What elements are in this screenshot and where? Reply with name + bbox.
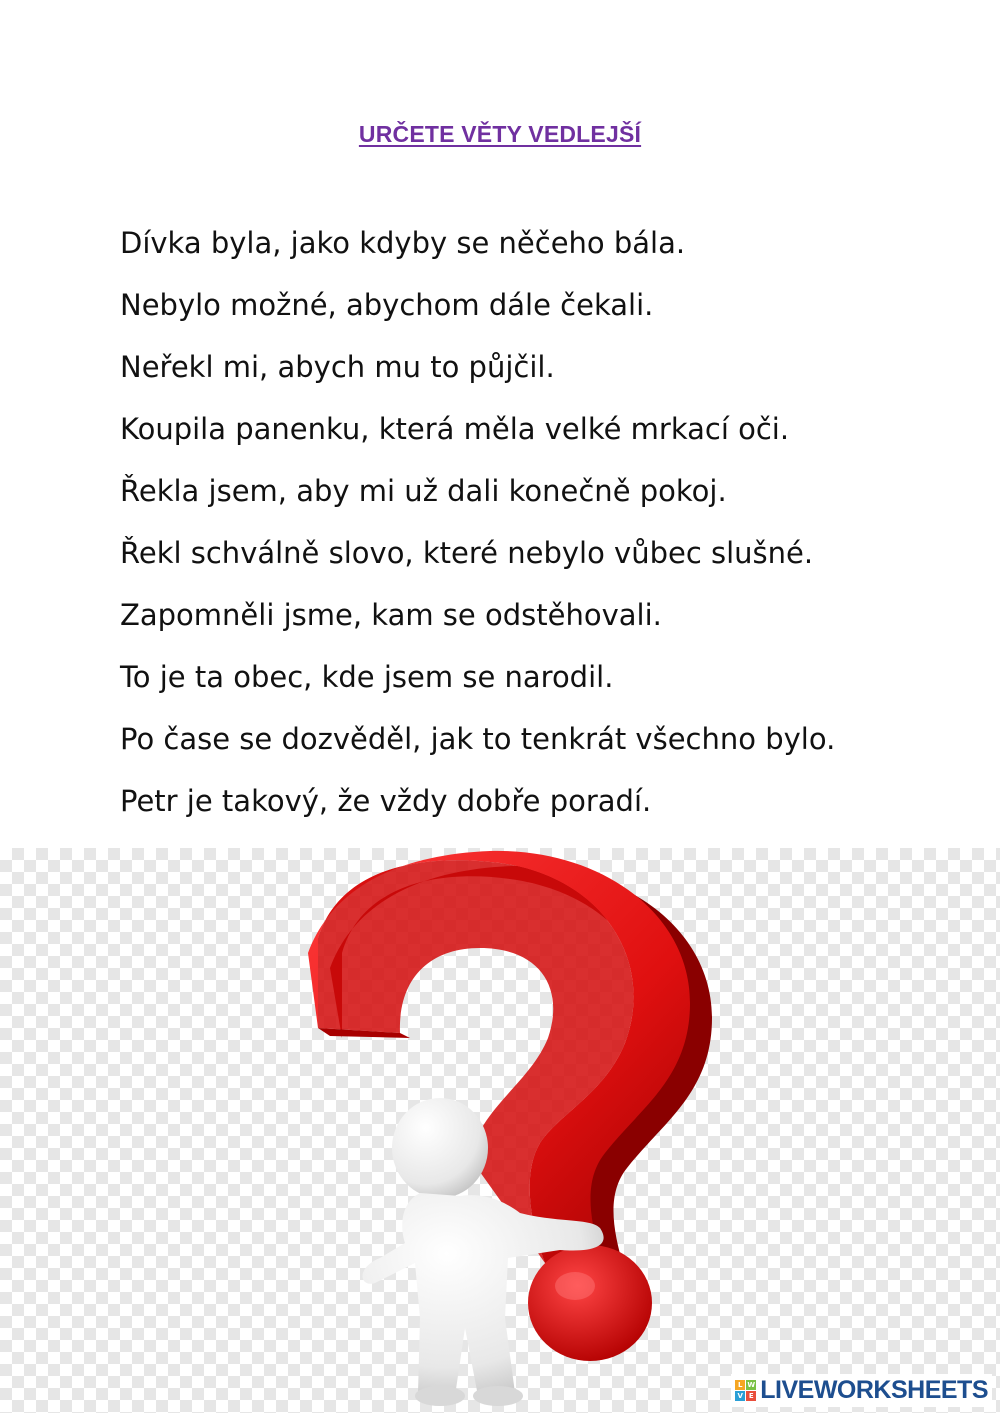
liveworksheets-brand-text: LIVEWORKSHEETS [760, 1376, 988, 1404]
logo-cell: L [735, 1380, 745, 1390]
figure-head [392, 1098, 488, 1198]
question-mark-dot [528, 1245, 652, 1361]
liveworksheets-logo-icon [735, 1380, 756, 1401]
sentence-item: Petr je takový, že vždy dobře poradí. [120, 784, 652, 818]
sentence-item: Řekla jsem, aby mi už dali konečně pokoj. [120, 474, 727, 508]
logo-cell: W [747, 1381, 756, 1389]
logo-cell: E [746, 1391, 756, 1401]
question-mark-figure-icon [0, 848, 1000, 1413]
page-title: URČETE VĚTY VEDLEJŠÍ [358, 121, 642, 147]
sentence-item: Dívka byla, jako kdyby se něčeho bála. [120, 226, 686, 260]
sentence-item: Po čase se dozvěděl, jak to tenkrát všechno bylo. [120, 722, 836, 756]
figure-foot-right [473, 1386, 523, 1406]
sentence-item: Koupila panenku, která měla velké mrkací oči. [120, 412, 790, 446]
figure-foot-left [415, 1386, 465, 1406]
sentence-item: Neřekl mi, abych mu to půjčil. [120, 350, 555, 384]
sentence-item: To je ta obec, kde jsem se narodil. [120, 660, 614, 694]
dot-highlight [555, 1272, 595, 1300]
liveworksheets-logo [731, 1374, 992, 1407]
logo-cell: V [735, 1391, 745, 1401]
question-mark-illustration [0, 848, 1000, 1413]
sentence-list [120, 212, 835, 832]
sentence-item: Řekl schválně slovo, které nebylo vůbec slušné. [120, 536, 814, 570]
sentence-item: Nebylo možné, abychom dále čekali. [120, 288, 654, 322]
sentence-item: Zapomněli jsme, kam se odstěhovali. [120, 598, 662, 632]
